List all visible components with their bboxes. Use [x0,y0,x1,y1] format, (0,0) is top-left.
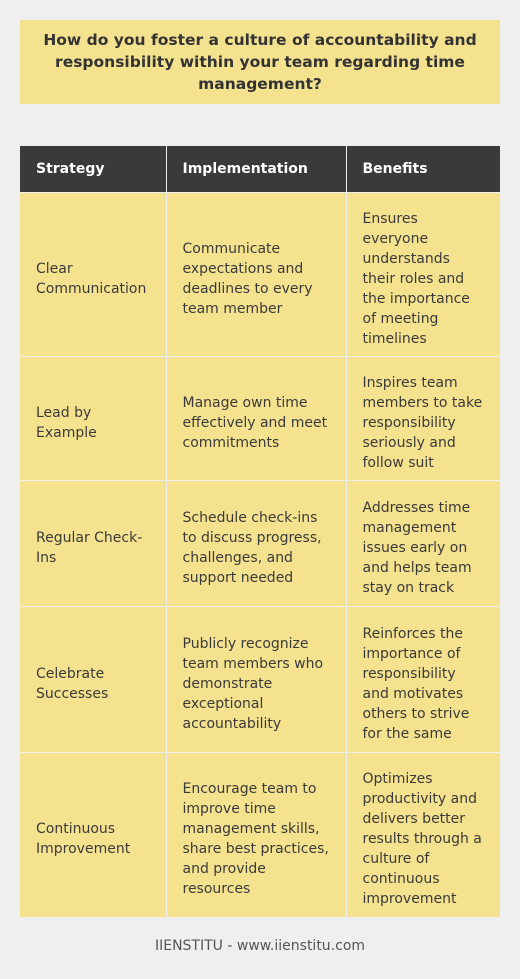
cell-strategy: Clear Communication [20,193,166,357]
cell-benefits: Addresses time management issues early on and helps team stay on track [346,481,500,607]
table-row [20,357,500,481]
cell-implementation: Schedule check-ins to discuss progress, challenges, and support needed [166,481,346,607]
strategy-table [20,146,500,917]
cell-benefits: Reinforces the importance of responsibility and motivates others to strive for the same [346,607,500,753]
cell-implementation: Manage own time effectively and meet commitments [166,357,346,481]
cell-strategy: Continuous Improvement [20,753,166,917]
cell-strategy: Celebrate Successes [20,607,166,753]
cell-implementation: Publicly recognize team members who demonstrate exceptional accountability [166,607,346,753]
table-row [20,193,500,357]
table-row [20,753,500,917]
footer-credit: IIENSTITU - www.iienstitu.com [154,938,366,954]
cell-benefits: Ensures everyone understands their roles and the importance of meeting timelines [346,193,500,357]
cell-benefits: Inspires team members to take responsibility seriously and follow suit [346,357,500,481]
cell-benefits: Optimizes productivity and delivers better results through a culture of continuous improvement [346,753,500,917]
table-row [20,607,500,753]
header-implementation: Implementation [166,146,346,193]
cell-strategy: Lead by Example [20,357,166,481]
cell-implementation: Communicate expectations and deadlines to every team member [166,193,346,357]
cell-implementation: Encourage team to improve time management skills, share best practices, and provide resources [166,753,346,917]
table-header-row [20,146,500,193]
title-banner [20,20,500,104]
table-row [20,481,500,607]
page-title: How do you foster a culture of accountability and responsibility within your team regarding time management? [43,31,477,93]
cell-strategy: Regular Check-Ins [20,481,166,607]
header-benefits: Benefits [346,146,500,193]
header-strategy: Strategy [20,146,166,193]
